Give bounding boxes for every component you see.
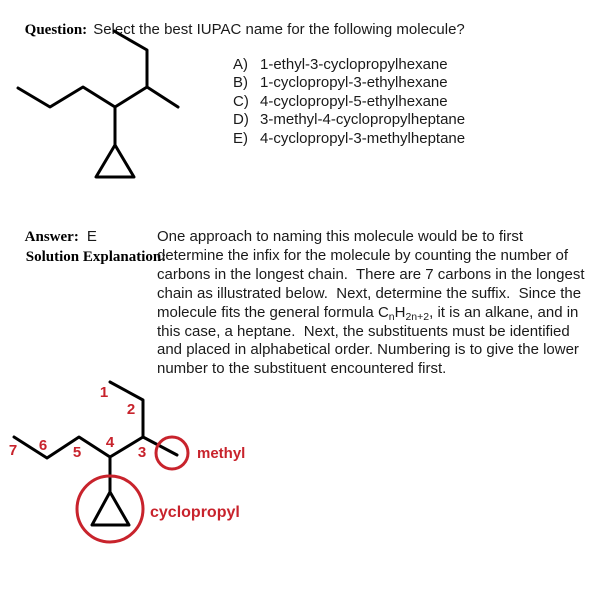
choice-e-text: 4-cyclopropyl-3-methylheptane	[260, 129, 466, 147]
solution-label-row	[8, 231, 166, 283]
cyclopropyl-annotation-label: cyclopropyl	[150, 504, 240, 521]
carbon-number-7: 7	[8, 442, 18, 459]
choice-a	[233, 56, 465, 74]
formula-mid: H	[394, 303, 406, 321]
methyl-bond	[143, 437, 177, 455]
choice-b-text: 1-cyclopropyl-3-ethylhexane	[260, 74, 448, 92]
choice-b-letter: B)	[233, 74, 248, 92]
choice-c	[233, 93, 465, 111]
carbon-number-3: 3	[137, 444, 147, 461]
carbon-number-1: 1	[99, 384, 109, 401]
choice-a-text: 1-ethyl-3-cyclopropylhexane	[260, 56, 448, 73]
solution-explanation-text	[157, 228, 597, 379]
molecule-structure-numbered	[0, 373, 270, 555]
carbon-number-6: 6	[38, 437, 48, 454]
explanation-line: determine the infix for the molecule by counting the number of	[157, 246, 569, 264]
question-label: Question:	[24, 22, 88, 38]
choice-b	[233, 74, 465, 92]
choice-d	[233, 111, 465, 129]
choice-d-text: 3-methyl-4-cyclopropylheptane	[260, 111, 466, 129]
cyclopropyl-ring	[96, 145, 134, 177]
explanation-line: this case, a heptane. Next, the substituents must be identified	[157, 322, 570, 340]
formula-pre: molecule fits the general formula C	[157, 303, 389, 321]
choice-e-letter: E)	[233, 129, 248, 147]
formula-post: , it is an alkane, and in	[429, 303, 579, 321]
solution-explanation-label: Solution Explanation:	[25, 249, 167, 265]
question-text: Select the best IUPAC name for the following molecule?	[93, 21, 465, 38]
choice-a-letter: A)	[233, 56, 248, 73]
formula-subscript-n: n	[388, 310, 395, 323]
answer-value: E	[86, 228, 97, 245]
methyl-annotation-label: methyl	[197, 445, 246, 462]
formula-subscript-2n2: 2n+2	[405, 310, 430, 323]
methyl-bond	[147, 87, 178, 107]
explanation-line: and placed in alphabetical order. Numbering is to give the lower	[157, 341, 579, 359]
answer-label: Answer:	[24, 229, 79, 245]
carbon-number-5: 5	[72, 444, 82, 461]
explanation-line-formula	[157, 304, 597, 323]
explanation-line: number to the substituent encountered first.	[157, 360, 447, 378]
choice-e	[233, 130, 465, 148]
molecule-structure-top	[0, 25, 200, 185]
carbon-number-2: 2	[126, 401, 136, 418]
choice-c-text: 4-cyclopropyl-5-ethylhexane	[260, 92, 448, 110]
explanation-line: chain as illustrated below. Next, determine the suffix. Since the	[157, 284, 582, 302]
choice-c-letter: C)	[233, 92, 249, 110]
explanation-line: carbons in the longest chain. There are 7 carbons in the longest	[157, 265, 585, 283]
carbon-number-4: 4	[105, 434, 115, 451]
choice-d-letter: D)	[233, 111, 249, 129]
cyclopropyl-ring	[92, 492, 129, 525]
explanation-line: One approach to naming this molecule would be to first	[157, 228, 524, 245]
main-chain-bond	[18, 31, 147, 107]
answer-choices	[233, 56, 465, 148]
